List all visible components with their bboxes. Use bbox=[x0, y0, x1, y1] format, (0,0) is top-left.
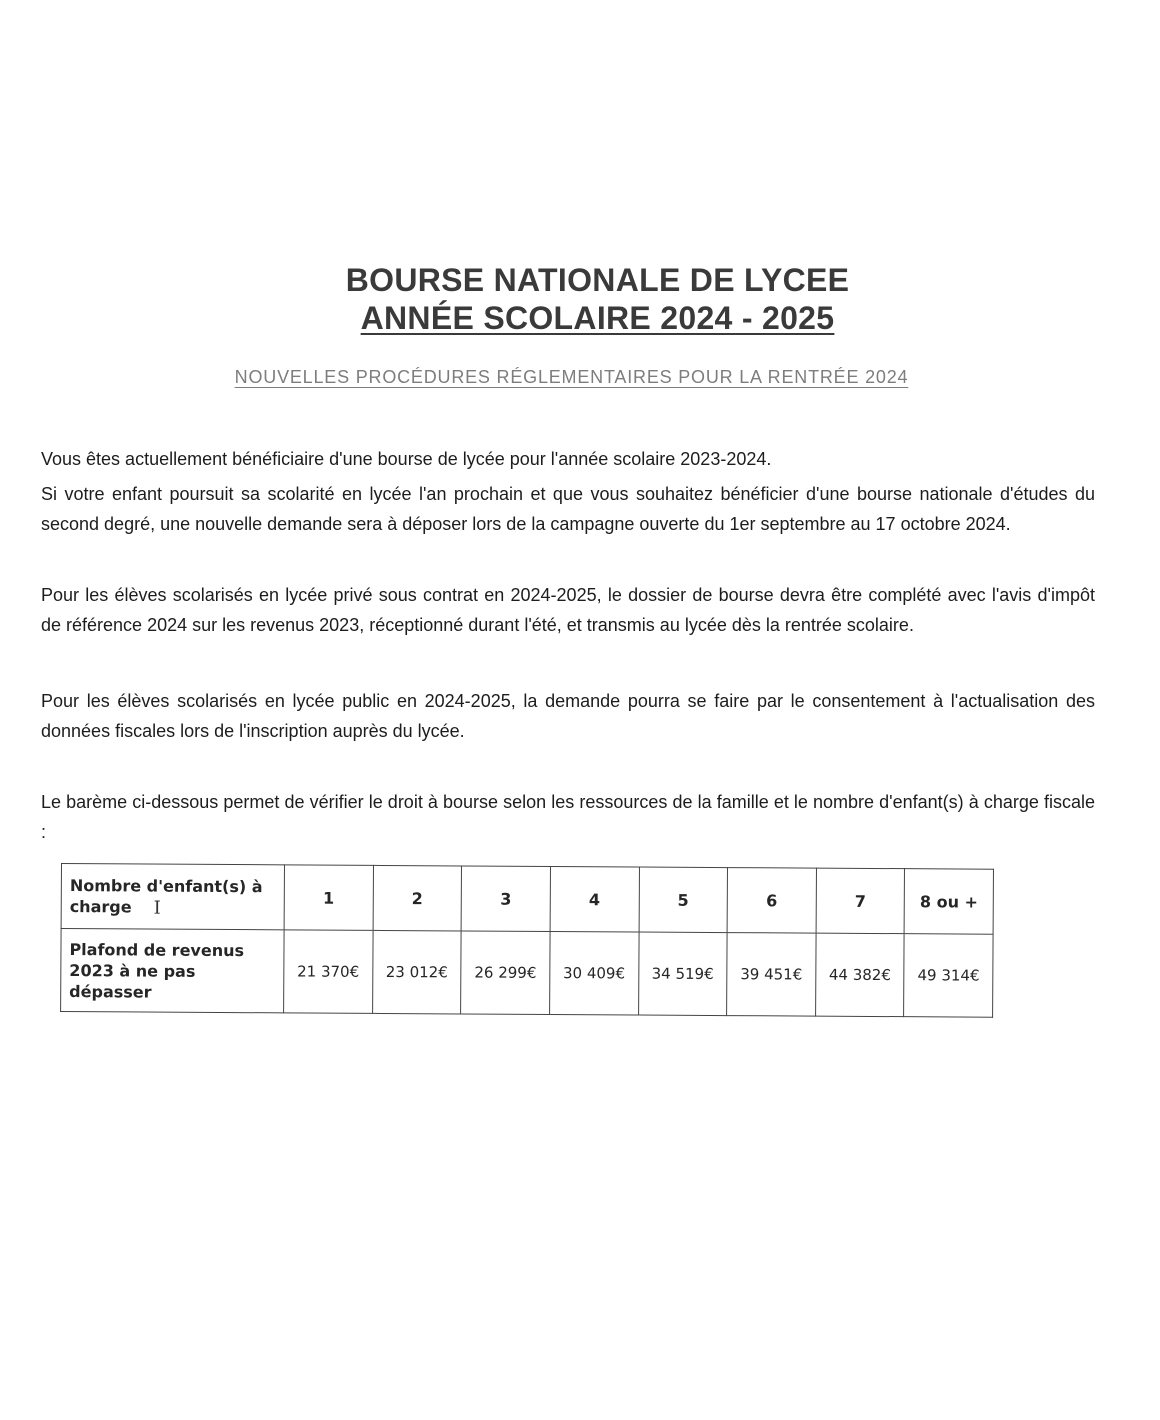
paragraph-private-school: Pour les élèves scolarisés en lycée privé sous contrat en 2024-2025, le dossier de bourse devra être complété avec l'avis d'impôt de référence 2024 sur les revenus 2023, réceptionné durant l'été, et transmis au lycée dès la rentrée scolaire. bbox=[41, 585, 1095, 635]
table-row-children bbox=[61, 864, 993, 935]
table-row-header bbox=[61, 864, 284, 930]
table-cell-ceiling: 39 451€ bbox=[727, 933, 816, 1017]
subtitle: NOUVELLES PROCÉDURES RÉGLEMENTAIRES POUR LA RENTRÉE 2024 bbox=[234, 367, 909, 387]
table-row-ceiling bbox=[61, 929, 993, 1018]
school-year-title: ANNÉE SCOLAIRE 2024 - 2025 bbox=[360, 300, 835, 336]
table-cell-children: 6 bbox=[727, 868, 816, 934]
paragraph-current-beneficiary: Vous êtes actuellement bénéficiaire d'une bourse de lycée pour l'année scolaire 2023-2024. bbox=[41, 449, 772, 469]
table-cell-ceiling: 49 314€ bbox=[904, 934, 993, 1018]
table-cell-children: 5 bbox=[639, 867, 728, 933]
ceiling-label: Plafond de revenus 2023 à ne pas dépasser bbox=[61, 929, 285, 1013]
table-cell-ceiling: 23 012€ bbox=[372, 930, 461, 1014]
table-cell-children: 3 bbox=[461, 866, 550, 932]
table-cell-ceiling: 26 299€ bbox=[461, 931, 550, 1015]
children-count-label: Nombre d'enfant(s) à charge bbox=[69, 875, 263, 916]
table-cell-children: 8 ou + bbox=[904, 869, 993, 935]
text-cursor-icon: I bbox=[153, 897, 161, 919]
table-cell-children: 7 bbox=[816, 868, 905, 934]
table-cell-children: 1 bbox=[284, 865, 373, 931]
paragraph-public-school: Pour les élèves scolarisés en lycée public en 2024-2025, la demande pourra se faire par le consentement à l'actualisation des données fiscales lors de l'inscription auprès du lycée. bbox=[41, 691, 1095, 741]
table-cell-ceiling: 21 370€ bbox=[284, 930, 373, 1014]
paragraph-scale-intro: Le barème ci-dessous permet de vérifier le droit à bourse selon les ressources de la famille et le nombre d'enfant(s) à charge fiscale : bbox=[41, 792, 1095, 842]
table-cell-ceiling: 34 519€ bbox=[638, 932, 727, 1016]
table-cell-children: 4 bbox=[550, 866, 639, 932]
table-cell-ceiling: 44 382€ bbox=[815, 933, 904, 1017]
income-ceiling-table bbox=[60, 863, 994, 1018]
table-cell-ceiling: 30 409€ bbox=[549, 931, 638, 1015]
table-cell-children: 2 bbox=[373, 865, 462, 931]
paragraph-new-application: Si votre enfant poursuit sa scolarité en lycée l'an prochain et que vous souhaitez bénéficier d'une bourse nationale d'études du second degré, une nouvelle demande sera à déposer lors de la campagne ouverte du 1er septembre au 17 octobre 2024. bbox=[41, 484, 1095, 534]
document-title: BOURSE NATIONALE DE LYCEE bbox=[345, 262, 850, 298]
